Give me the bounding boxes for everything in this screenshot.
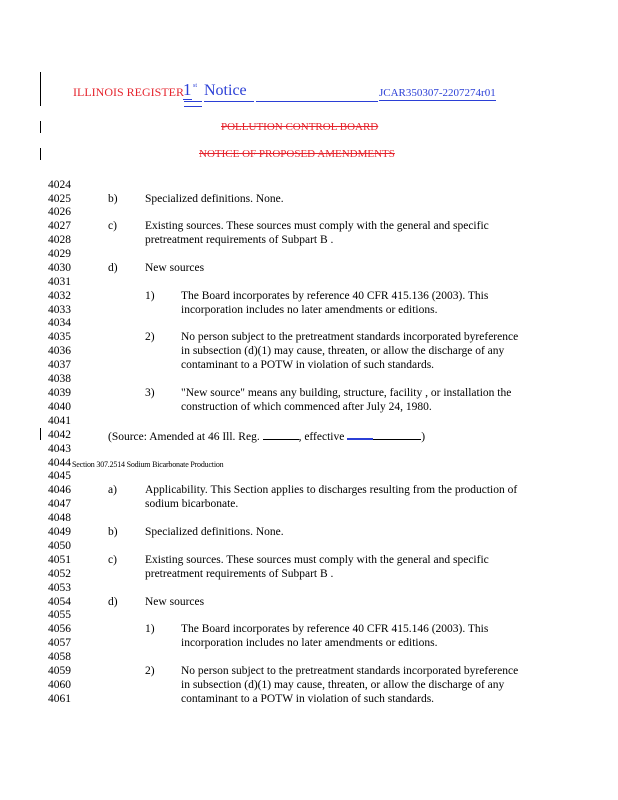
line-number: 4025 (48, 193, 71, 205)
item-text: Applicability. This Section applies to discharges resulting from the production of (145, 484, 518, 496)
jcar-code: JCAR350307-2207274r01 (379, 87, 496, 99)
line-number: 4048 (48, 512, 71, 524)
line-number: 4061 (48, 693, 71, 705)
item-label: d) (108, 596, 118, 608)
subitem-text: in subsection (d)(1) may cause, threaten, or allow the discharge of any (181, 679, 505, 691)
line-number: 4051 (48, 554, 71, 566)
line-number: 4054 (48, 596, 71, 608)
notice-title: NOTICE OF PROPOSED AMENDMENTS (199, 148, 395, 160)
subitem-text: incorporation includes no later amendments or editions. (181, 637, 438, 649)
source-suffix: ) (421, 431, 426, 443)
line-number: 4035 (48, 331, 71, 343)
line-number: 4032 (48, 290, 71, 302)
line-number: 4060 (48, 679, 71, 691)
notice-underline (204, 101, 254, 102)
line-number: 4041 (48, 415, 71, 427)
line-number: 4040 (48, 401, 71, 413)
effective-blank (373, 429, 421, 440)
line-number: 4047 (48, 498, 71, 510)
line-number: 4039 (48, 387, 71, 399)
item-label: c) (108, 554, 117, 566)
header-underline-left-1 (184, 101, 202, 102)
item-text: Existing sources. These sources must comply with the general and specific (145, 220, 489, 232)
line-number: 4053 (48, 582, 71, 594)
line-number: 4036 (48, 345, 71, 357)
line-number: 4033 (48, 304, 71, 316)
line-number: 4028 (48, 234, 71, 246)
line-number: 4058 (48, 651, 71, 663)
source-mid: , effective (298, 431, 348, 443)
item-text: New sources (145, 262, 205, 274)
source-note (108, 428, 425, 444)
line-number: 4027 (48, 220, 71, 232)
subitem-text: No person subject to the pretreatment standards incorporated byreference (181, 665, 519, 677)
item-text: Specialized definitions. None. (145, 193, 284, 205)
subitem-label: 1) (145, 290, 155, 302)
header-underline-mid (256, 101, 378, 102)
subitem-text: in subsection (d)(1) may cause, threaten, or allow the discharge of any (181, 345, 505, 357)
line-number: 4034 (48, 317, 71, 329)
subitem-text: The Board incorporates by reference 40 CFR 415.146 (2003). This (181, 623, 489, 635)
line-number: 4037 (48, 359, 71, 371)
line-number: 4038 (48, 373, 71, 385)
subitem-text: The Board incorporates by reference 40 CFR 415.136 (2003). This (181, 290, 489, 302)
item-label: d) (108, 262, 118, 274)
subitem-label: 2) (145, 331, 155, 343)
change-bar-board (40, 121, 41, 133)
register-title: ILLINOIS REGISTER (73, 85, 184, 99)
line-number: 4046 (48, 484, 71, 496)
register-blank (263, 429, 299, 440)
change-bar-source (40, 428, 41, 440)
item-label: b) (108, 193, 118, 205)
line-number: 4052 (48, 568, 71, 580)
page-number-superscript: st (193, 83, 198, 89)
line-number: 4043 (48, 443, 71, 455)
item-label: a) (108, 484, 117, 496)
item-text: pretreatment requirements of Subpart B . (145, 568, 334, 580)
line-number: 4045 (48, 470, 71, 482)
line-number: 4059 (48, 665, 71, 677)
subitem-text: "New source" means any building, structure, facility , or installation the (181, 387, 512, 399)
item-label: b) (108, 526, 118, 538)
effective-blank-blue (347, 428, 373, 440)
item-text: Specialized definitions. None. (145, 526, 284, 538)
subitem-label: 2) (145, 665, 155, 677)
item-text: pretreatment requirements of Subpart B . (145, 234, 334, 246)
line-number: 4024 (48, 179, 71, 191)
line-number: 4044 (48, 457, 71, 469)
line-number: 4031 (48, 276, 71, 288)
source-prefix: (Source: Amended at 46 Ill. Reg. (108, 431, 263, 443)
subitem-label: 3) (145, 387, 155, 399)
notice-label: Notice (204, 82, 247, 99)
line-number: 4029 (48, 248, 71, 260)
subitem-text: construction of which commenced after July 24, 1980. (181, 401, 432, 413)
line-number: 4049 (48, 526, 71, 538)
change-bar-header (40, 72, 41, 106)
subitem-text: incorporation includes no later amendments or editions. (181, 304, 438, 316)
line-number: 4055 (48, 609, 71, 621)
line-number: 4057 (48, 637, 71, 649)
item-text: sodium bicarbonate. (145, 498, 239, 510)
line-number: 4056 (48, 623, 71, 635)
line-number: 4030 (48, 262, 71, 274)
item-text: Existing sources. These sources must comply with the general and specific (145, 554, 489, 566)
item-label: c) (108, 220, 117, 232)
section-heading: Section 307.2514 Sodium Bicarbonate Production (72, 460, 224, 469)
subitem-label: 1) (145, 623, 155, 635)
change-bar-notice (40, 148, 41, 160)
line-number: 4026 (48, 206, 71, 218)
page-number: 1 (183, 80, 192, 99)
subitem-text: No person subject to the pretreatment standards incorporated byreference (181, 331, 519, 343)
board-title: POLLUTION CONTROL BOARD (221, 121, 379, 133)
header-underline-left-2 (184, 106, 202, 107)
line-number: 4050 (48, 540, 71, 552)
subitem-text: contaminant to a POTW in violation of such standards. (181, 693, 435, 705)
item-text: New sources (145, 596, 205, 608)
line-number: 4042 (48, 429, 71, 441)
subitem-text: contaminant to a POTW in violation of such standards. (181, 359, 435, 371)
